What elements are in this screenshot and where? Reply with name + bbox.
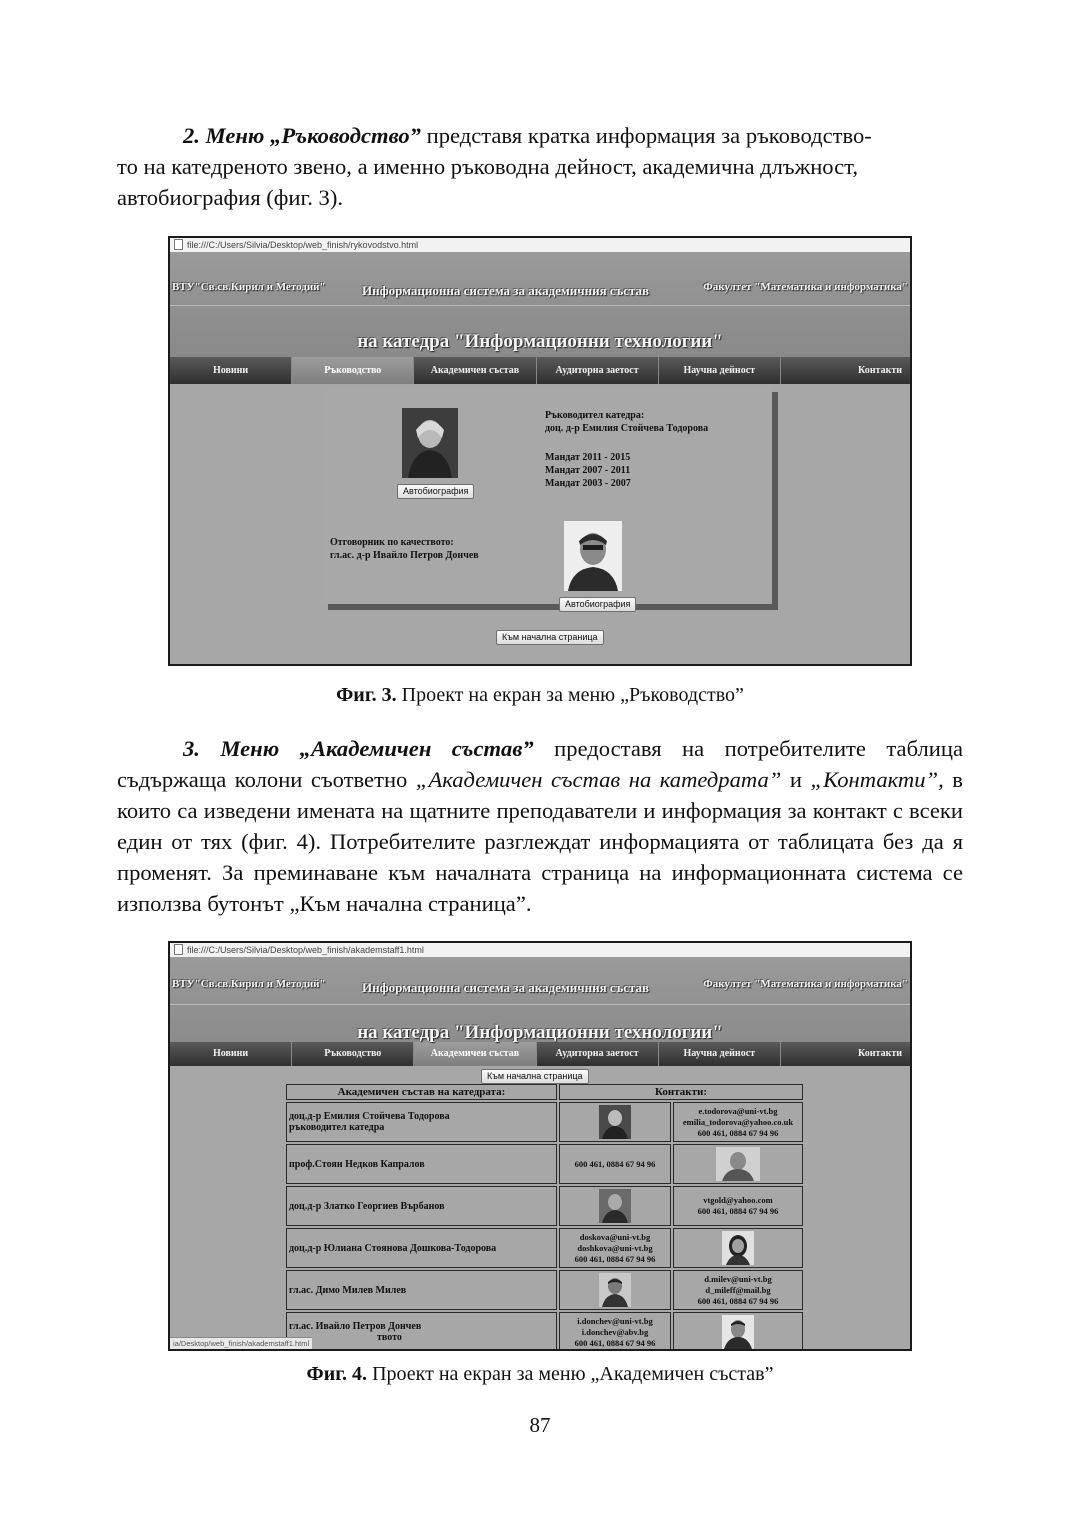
page-number: 87 — [529, 1413, 551, 1437]
col-staff-header: Академичен състав на катедрата: — [286, 1084, 557, 1100]
biography-button-quality[interactable]: Автобиография — [559, 597, 636, 612]
main-nav — [170, 1042, 910, 1066]
site-banner: ВТУ"Св.св.Кирил и Методий" Информационна система за академичния състав Факултет "Математика и информатика" на катедра "Информационни технологии" — [170, 958, 910, 1042]
address-bar[interactable]: file:///C:/Users/Silvia/Desktop/web_finish/akademstaff1.html — [170, 943, 910, 958]
head-info: Ръководител катедра: доц. д-р Емилия Стойчева Тодорова Мандат 2011 - 2015 Мандат 2007 - 2011 Мандат 2003 - 2007 — [545, 410, 709, 489]
nav-contacts[interactable]: Контакти — [858, 365, 903, 376]
staff-photo — [722, 1315, 754, 1349]
site-banner — [170, 253, 910, 357]
table-row: доц.д-р Емилия Стойчева Тодорова ръководител катедра e.todorova@uni-vt.bg emilia_todorova@yahoo.co.uk 600 461, 0884 67 94 96 — [286, 1102, 803, 1142]
staff-photo — [599, 1273, 631, 1307]
biography-button-head[interactable]: Автобиография — [397, 484, 474, 499]
nav-research[interactable]: Научна дейност — [659, 1042, 781, 1066]
status-bar: ia/Desktop/web_finish/akademstaff1.html — [170, 1337, 312, 1349]
university-label: ВТУ"Св.св.Кирил и Методий" — [172, 281, 326, 293]
menu-title-rukovodstvo: 2. Меню „Ръководство” — [183, 123, 421, 148]
nav-classroom-load[interactable]: Аудиторна заетост — [537, 357, 659, 384]
head-photo — [402, 408, 458, 478]
staff-photo — [599, 1105, 631, 1139]
figure-4-screenshot — [168, 941, 912, 1351]
home-page-button[interactable]: Към начална страница — [496, 630, 604, 645]
page-icon — [174, 944, 183, 955]
main-nav — [170, 357, 910, 384]
staff-photo — [599, 1189, 631, 1223]
nav-rukovodstvo[interactable]: Ръководство — [292, 357, 414, 384]
figure-3-screenshot — [168, 236, 912, 666]
nav-classroom-load[interactable]: Аудиторна заетост — [537, 1042, 659, 1066]
nav-contacts[interactable]: Контакти — [858, 1048, 903, 1059]
table-row: доц.д-р Юлиана Стоянова Дошкова-Тодорова doskova@uni-vt.bg doshkova@uni-vt.bg 600 461, 0884 67 94 96 — [286, 1228, 803, 1268]
staff-photo — [716, 1147, 760, 1181]
menu-title-academic-staff: 3. Меню „Академичен състав” — [183, 736, 534, 761]
staff-table — [284, 1082, 805, 1351]
nav-academic-staff[interactable]: Академичен състав — [414, 1042, 536, 1066]
nav-news[interactable]: Новини — [170, 357, 292, 384]
table-row: доц.д-р Златко Георгиев Върбанов vtgold@yahoo.com 600 461, 0884 67 94 96 — [286, 1186, 803, 1226]
department-title: на катедра "Информационни технологии" — [357, 331, 723, 352]
col-contacts-header: Контакти: — [559, 1084, 803, 1100]
address-bar[interactable]: file:///C:/Users/Silvia/Desktop/web_finish/rykovodstvo.html — [170, 238, 910, 253]
quality-officer-photo — [564, 521, 622, 591]
faculty-label: Факултет "Математика и информатика" — [703, 281, 908, 293]
figure-4-caption: Фиг. 4. Проект на екран за меню „Академичен състав” — [306, 1363, 774, 1385]
nav-research[interactable]: Научна дейност — [659, 357, 781, 384]
nav-news[interactable]: Новини — [170, 1042, 292, 1066]
page-icon — [174, 239, 183, 250]
system-title: Информационна система за академичния състав — [362, 283, 650, 298]
table-row: гл.ас. Димо Милев Милев d.milev@uni-vt.bg d_mileff@mail.bg 600 461, 0884 67 94 96 — [286, 1270, 803, 1310]
nav-academic-staff[interactable]: Академичен състав — [414, 357, 536, 384]
nav-rukovodstvo[interactable]: Ръководство — [292, 1042, 414, 1066]
figure-3-caption: Фиг. 3. Проект на екран за меню „Ръководство” — [336, 684, 744, 706]
table-row: проф.Стоян Недков Капралов 600 461, 0884 67 94 96 — [286, 1144, 803, 1184]
home-page-button[interactable]: Към начална страница — [481, 1069, 589, 1084]
paragraph-academic-staff: 3. Меню „Академичен състав” предоставя на потребителите таблица съдържаща колони съответно „Академичен състав на катедрата” и „Контакти”, в които са изведени имената на щатните преподаватели и информация за контакт с всеки един от тях (фиг. 4). Потребителите разглеждат информацията от таблицата без да я променят. За преминаване към началната страница на информационната система се използва бутонът „Към начална страница”. — [117, 736, 963, 916]
quality-officer-info: Отговорник по качеството: гл.ас. д-р Ивайло Петров Дончев — [330, 537, 479, 561]
paragraph-rukovodstvo: 2. Меню „Ръководство” представя кратка информация за ръководство- то на катедреното звено, а именно ръководна дейност, академична длъжност, автобиография (фиг. 3). — [117, 123, 872, 210]
staff-photo — [722, 1231, 754, 1265]
table-row: гл.ас. Ивайло Петров Дончев твото i.donchev@uni-vt.bg i.donchev@abv.bg 600 461, 0884 67 94 96 — [286, 1312, 803, 1351]
